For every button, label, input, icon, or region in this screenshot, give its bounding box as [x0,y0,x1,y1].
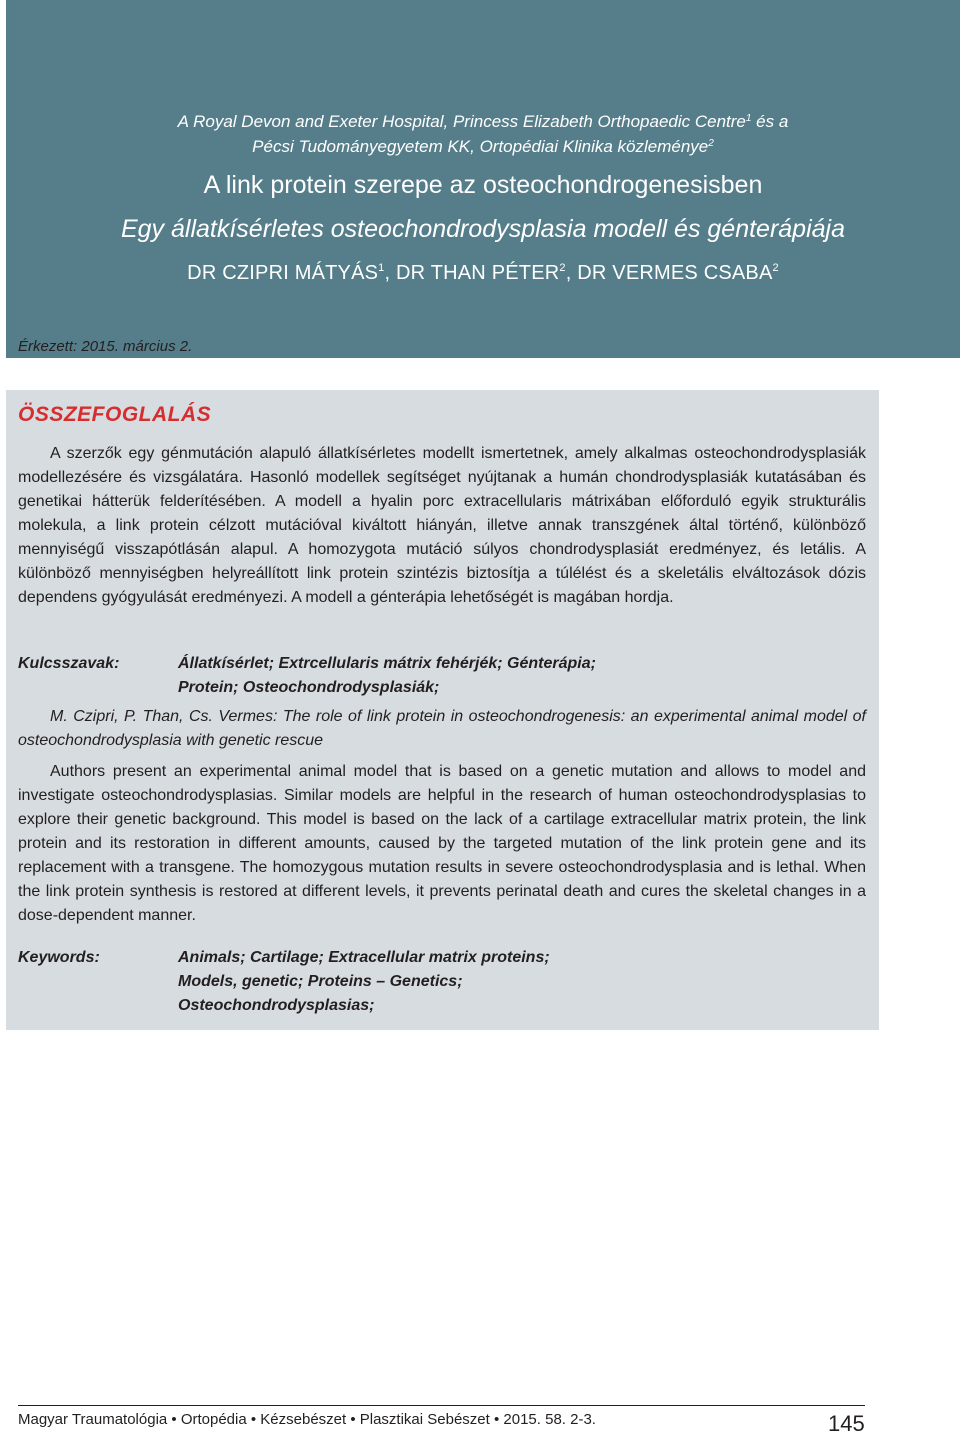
keyword-line: Állatkísérlet; Extrcellularis mátrix fehérjék; Génterápia; [178,655,596,672]
abstract-english: Authors present an experimental animal model that is based on a genetic mutation and allows to model and investigate osteochondrodysplasias. Similar models are helpful in the research of human osteochondrodysplasias to explore their genetic background. This model is based on the lack of a cartilage extracellular matrix protein, the link protein and its restoration in different amounts, caused by the targeted mutation of the link protein gene and its replacement with a transgene. The homozygous mutation results in severe osteochondrodysplasia and is lethal. When the link protein synthesis is restored at different levels, it prevents perinatal death and cures the skeletal changes in a dose-dependent manner. [18,763,866,924]
journal-citation: Magyar Traumatológia • Ortopédia • Kézsebészet • Plasztikai Sebészet • 2015. 58. 2-3. [18,1411,596,1428]
author-list: DR CZIPRI MÁTYÁS$^1$, DR THAN PÉTER$^2$, DR VERMES CSABA$^2$ [187,262,779,284]
keywords-en-list [178,946,858,1018]
affiliation-line-2: Pécsi Tudományegyetem KK, Ortopédiai Klinika közleménye$^2$ [252,137,714,156]
article-title: A link protein szerepe az osteochondrogenesisben [203,171,763,199]
keyword-line: Animals; Cartilage; Extracellular matrix proteins; [178,949,550,966]
received-date: Érkezett: 2015. március 2. [18,338,193,355]
affiliation-line-1: A Royal Devon and Exeter Hospital, Princess Elizabeth Orthopaedic Centre$^1$ és a [177,112,789,131]
keywords-en-label: Keywords: [18,949,100,966]
page-number: 145 [828,1411,865,1436]
author-name: DR CZIPRI MÁTYÁS [187,262,379,284]
abstract-box [6,390,879,1030]
footer-divider [18,1405,865,1406]
article-header [6,0,960,358]
keyword-line: Osteochondrodysplasias; [178,997,375,1014]
keyword-line: Models, genetic; Proteins – Genetics; [178,973,463,990]
keywords-hu-list [178,652,858,700]
keyword-line: Protein; Osteochondrodysplasiák; [178,679,440,696]
author-name: DR VERMES CSABA [577,262,773,284]
abstract-hungarian: A szerzők egy génmutáción alapuló állatkísérletes modellt ismertetnek, amely alkalmas osteochondrodysplasiák modellezésére és vizsgálatára. Hasonló modellek segítséget nyújtanak a humán chondrodysplasiák kutatásában és genetikai hátterük felderítésében. A modell a hyalin porc extracellularis mátrixában előforduló egyik strukturális molekula, a link protein célzott mutációval kiváltott hiányán, illetve annak transzgének által történő, különböző mennyiségű visszapótlásán alapul. A homozygota mutáció súlyos chondrodysplasiát eredményez, és letális. A különböző mennyiségben helyreállított link protein szintézis biztosítja a túlélést és a skeletális elváltozások dózis dependens gyógyulását eredményezi. A modell a génterápia lehetőségét is magában hordja. [18,445,866,606]
keywords-hu-label: Kulcsszavak: [18,655,120,672]
english-title: M. Czipri, P. Than, Cs. Vermes: The role of link protein in osteochondrogenesis: an experimental animal model of osteochondrodysplasia with genetic rescue [18,708,866,749]
article-subtitle: Egy állatkísérletes osteochondrodysplasia modell és génterápiája [120,215,846,243]
abstract-heading: ÖSSZEFOGLALÁS [18,403,212,426]
author-name: DR THAN PÉTER [396,262,560,284]
